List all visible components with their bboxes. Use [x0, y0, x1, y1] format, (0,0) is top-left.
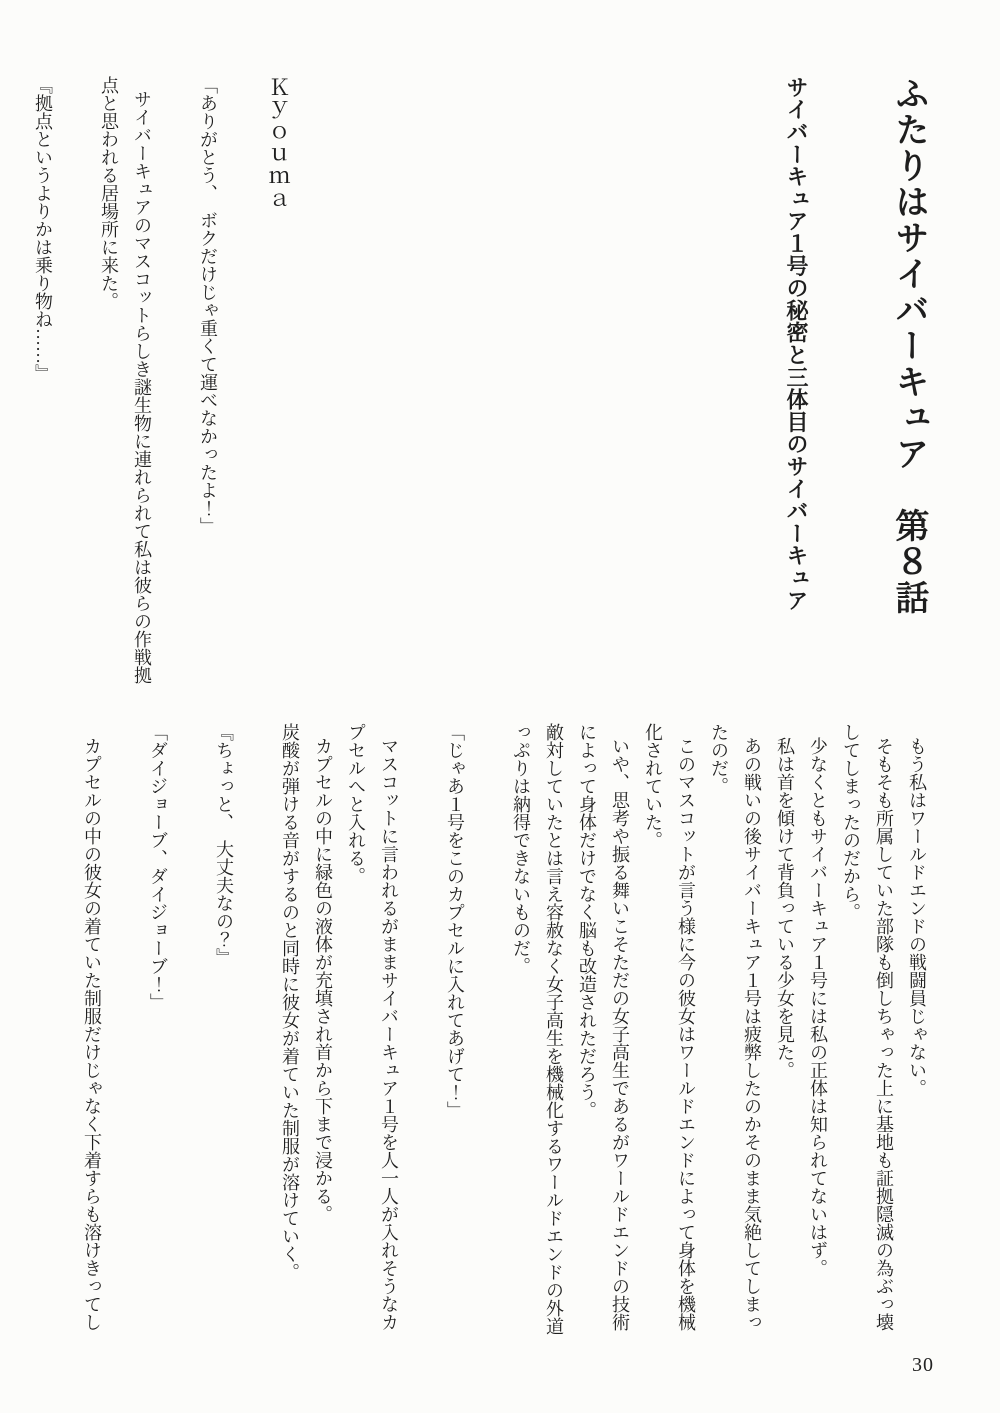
story-paragraph: マスコットに言われるがままサイバーキュア１号を人一人が入れそうなカプセルへと入れる。 [346, 723, 399, 1331]
story-paragraph: カプセルの中に緑色の液体が充填され首から下まで浸かる。 [313, 737, 333, 1223]
story-paragraph: 少なくともサイバーキュア１号には私の正体は知られてないはず。 [808, 737, 828, 1277]
author-name: Ｋｙｏｕｍａ [266, 76, 291, 211]
chapter-title: ふたりはサイバーキュア 第８話 [890, 76, 927, 616]
story-paragraph: いや、思考や振る舞いこそただの女子高生であるがワールドエンドの技術によって身体だけでなく脳も改造されただろう。 [577, 723, 630, 1331]
story-paragraph: 「ありがとう、 ボクだけじゃ重くて運べなかったよ！」 [198, 76, 218, 535]
story-paragraph: 『ちょっと、 大丈夫なの？』 [214, 723, 234, 966]
top-text-section [33, 76, 933, 690]
story-paragraph: サイバーキュアのマスコットらしき謎生物に連れられて私は彼らの作戦拠点と思われる居場所に来た。 [99, 76, 152, 684]
bottom-text-section [67, 723, 933, 1335]
story-paragraph: このマスコットが言う様に今の彼女はワールドエンドによって身体を機械化されていた。 [643, 723, 696, 1331]
story-paragraph: あの戦いの後サイバーキュア１号は疲弊したのかそのまま気絶してしまったのだ。 [709, 723, 762, 1331]
story-paragraph: 私は首を傾けて背負っている少女を見た。 [775, 737, 795, 1079]
story-paragraph: 「ダイジョーブ、ダイジョーブ！」 [148, 723, 168, 1011]
story-paragraph: もう私はワールドエンドの戦闘員じゃない。 [907, 737, 927, 1097]
page-number: 30 [912, 1354, 934, 1376]
story-paragraph: カプセルの中の彼女の着ていた制服だけじゃなく下着すらも溶けきってし [82, 737, 102, 1331]
story-paragraph: そもそも所属していた部隊も倒しちゃった上に基地も証拠隠滅の為ぶっ壊してしまったのだから。 [841, 723, 894, 1331]
story-paragraph: 炭酸が弾ける音がするのと同時に彼女が着ていた制服が溶けていく。 [280, 723, 300, 1281]
story-paragraph: 『拠点というよりかは乗り物ね……』 [33, 76, 53, 382]
story-paragraph: 「じゃあ１号をこのカプセルに入れてあげて！」 [445, 723, 465, 1119]
chapter-subtitle: サイバーキュア１号の秘密と三体目のサイバーキュア [784, 76, 809, 612]
story-paragraph: 敵対していたとは言え容赦なく女子高生を機械化するワールドエンドの外道っぷりは納得できないものだ。 [511, 723, 564, 1335]
